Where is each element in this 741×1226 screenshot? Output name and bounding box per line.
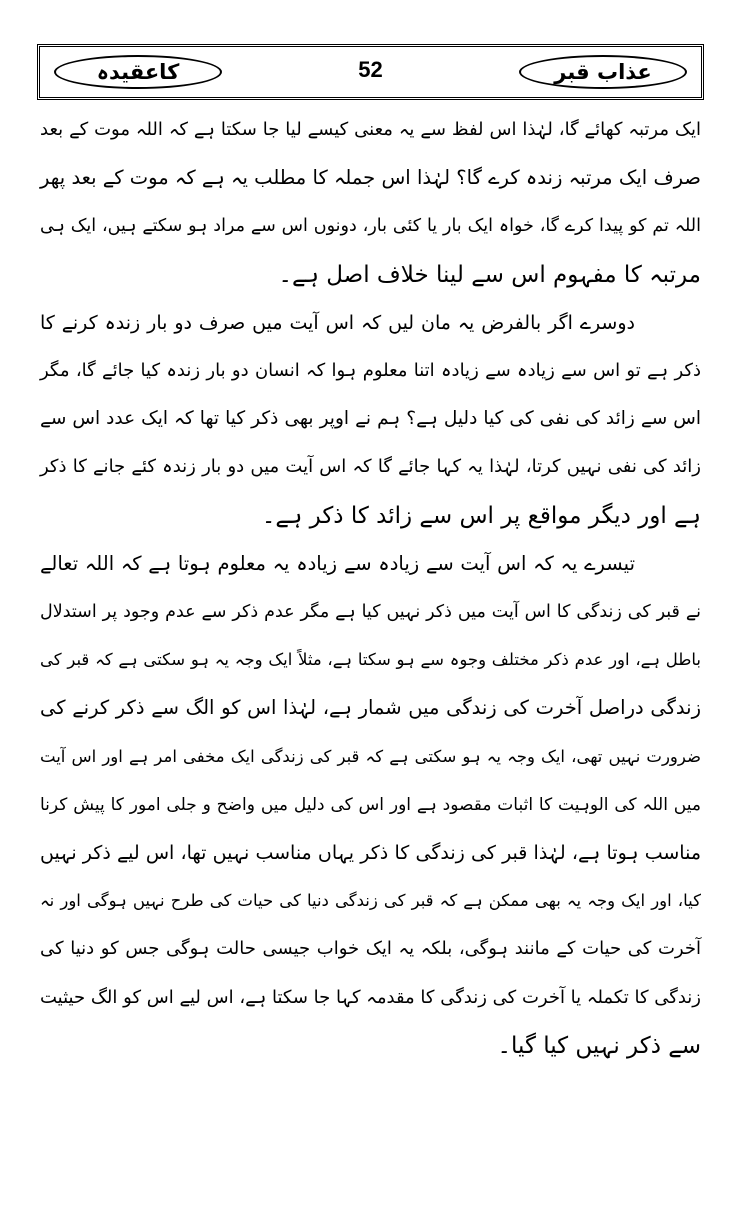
- page-body: [40, 106, 701, 1070]
- text-line: اللہ تم کو پیدا کرے گا، خواہ ایک بار یا کئی بار، دونوں اس سے مراد ہو سکتے ہیں، ایک ہی: [40, 216, 701, 237]
- text-line: تیسرے یہ کہ اس آیت سے زیادہ سے زیادہ یہ معلوم ہوتا ہے کہ اللہ تعالے: [40, 551, 635, 575]
- text-line: ایک مرتبہ کھائے گا، لہٰذا اس لفظ سے یہ معنی کیسے لیا جا سکتا ہے کہ اللہ موت کے بعد: [40, 119, 701, 140]
- text-line: سے ذکر نہیں کیا گیا۔: [497, 1032, 701, 1059]
- text-line: نے قبر کی زندگی کا اس آیت میں ذکر نہیں کیا ہے مگر عدم ذکر سے عدم وجود پر استدلال: [40, 602, 701, 623]
- text-line: باطل ہے، اور عدم ذکر مختلف وجوہ سے ہو سکتا ہے، مثلاً ایک وجہ یہ ہو سکتی ہے کہ قبر کی: [40, 650, 701, 670]
- text-line: میں اللہ کی الوہیت کا اثبات مقصود ہے اور اس کی دلیل میں واضح و جلی امور کا پیش کرنا: [40, 794, 701, 815]
- text-line: کیا، اور ایک وجہ یہ بھی ممکن ہے کہ قبر کی زندگی دنیا کی حیات کی طرح نہیں ہوگی اور نہ: [40, 891, 701, 911]
- text-line: ضرورت نہیں تھی، ایک وجہ یہ ہو سکتی ہے کہ قبر کی زندگی ایک مخفی امر ہے اور اس آیت: [40, 746, 701, 766]
- text-line: دوسرے اگر بالفرض یہ مان لیں کہ اس آیت میں صرف دو بار زندہ کرنے کا: [40, 311, 635, 334]
- text-line: آخرت کی حیات کے مانند ہوگی، بلکہ یہ ایک خواب جیسی حالت ہوگی جس کو دنیا کی: [40, 938, 701, 960]
- book-title-part-two: کاعقیدہ: [54, 55, 222, 89]
- text-line: زندگی دراصل آخرت کی زندگی میں شمار ہے، لہٰذا اس کو الگ سے ذکر کرنے کی: [40, 696, 701, 720]
- page-number: 52: [358, 57, 383, 82]
- text-line: مرتبہ کا مفہوم اس سے لینا خلاف اصل ہے۔: [278, 261, 701, 288]
- book-title-part-one: عذاب قبر: [519, 55, 687, 89]
- page-header: [37, 44, 704, 100]
- text-line: اس سے زائد کی نفی کی کیا دلیل ہے؟ ہم نے اوپر بھی ذکر کیا تھا کہ ایک عدد اس سے: [40, 408, 701, 430]
- text-line: زندگی کا تکملہ یا آخرت کی زندگی کا مقدمہ کہا جا سکتا ہے، اس لیے اس کو الگ حیثیت: [40, 986, 701, 1008]
- text-line: صرف ایک مرتبہ زندہ کرے گا؟ لہٰذا اس جملہ کا مطلب یہ ہے کہ موت کے بعد پھر: [40, 166, 701, 190]
- text-line: زائد کی نفی نہیں کرتا، لہٰذا یہ کہا جائے گا کہ اس آیت میں دو بار زندہ کئے جانے کا ذکر: [40, 456, 701, 478]
- text-line: ذکر ہے تو اس سے زیادہ سے زیادہ اتنا معلوم ہوا کہ انسان دو بار زندہ کیا جائے گا، مگر: [40, 360, 701, 382]
- text-line: ہے اور دیگر مواقع پر اس سے زائد کا ذکر ہے۔: [261, 502, 701, 529]
- text-line: مناسب ہوتا ہے، لہٰذا قبر کی زندگی کا ذکر یہاں مناسب نہیں تھا، اس لیے ذکر نہیں: [40, 842, 701, 865]
